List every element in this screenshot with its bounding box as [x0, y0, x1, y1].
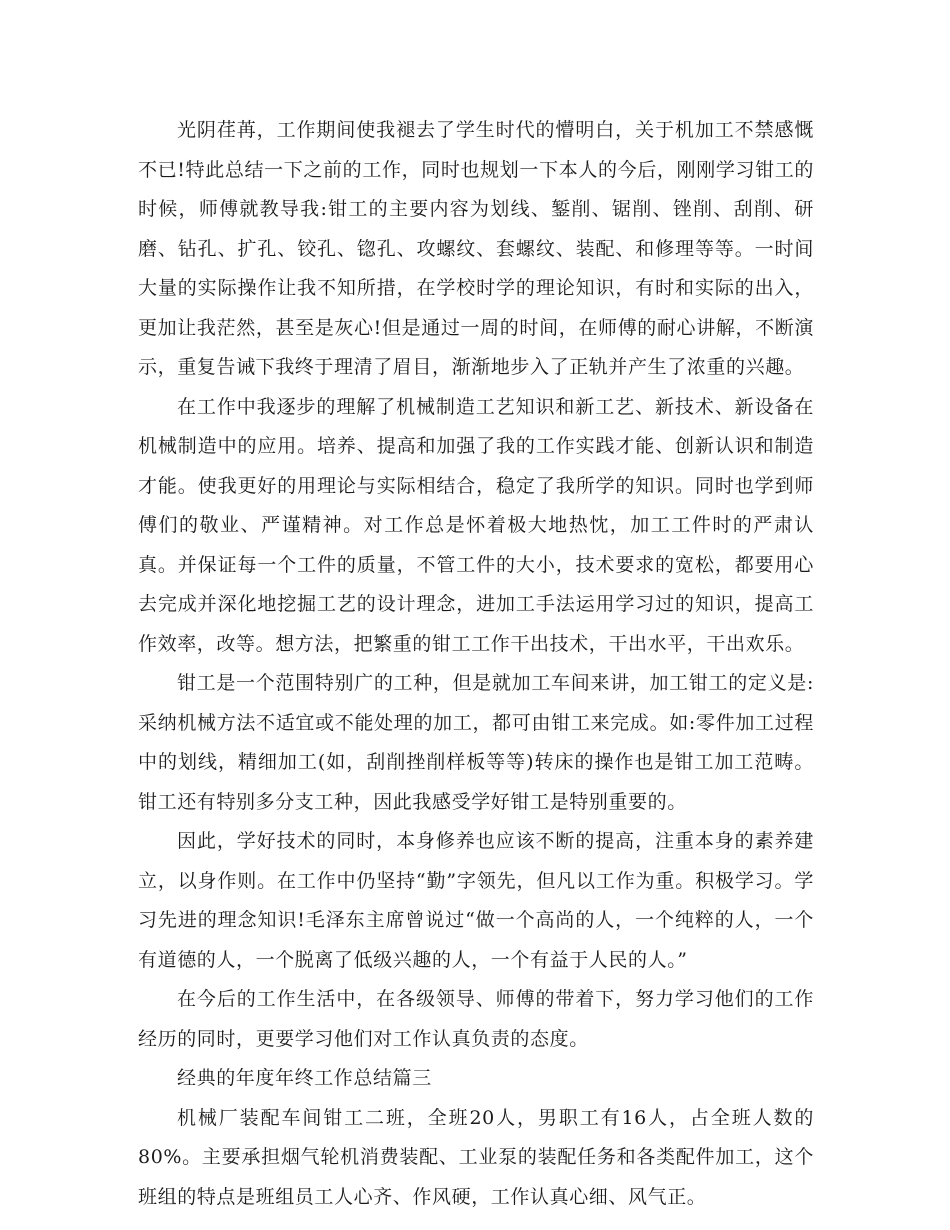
paragraph-fitter-definition: 钳工是一个范围特别广的工种，但是就加工车间来讲，加工钳工的定义是:采纳机械方法不适宜或不能处理的加工，都可由钳工来完成。如:零件加工过程中的划线，精细加工(如，刮削挫削样板等等)转床的操作也是钳工加工范畴。钳工还有特别多分支工种，因此我感受学好钳工是特别重要的。 [138, 672, 814, 813]
document-body [138, 111, 814, 1217]
paragraph-work-understanding: 在工作中我逐步的理解了机械制造工艺知识和新工艺、新技术、新设备在机械制造中的应用。培养、提高和加强了我的工作实践才能、创新认识和制造才能。使我更好的用理论与实际相结合，稳定了我所学的知识。同时也学到师傅们的敬业、严谨精神。对工作总是怀着极大地热忱，加工工件时的严肃认真。并保证每一个工件的质量，不管工件的大小，技术要求的宽松，都要用心去完成并深化地挖掘工艺的设计理念，进加工手法运用学习过的知识，提高工作效率，改等。想方法，把繁重的钳工工作干出技术，干出水平，干出欢乐。 [138, 395, 814, 655]
paragraph-team-intro: 机械厂装配车间钳工二班，全班20人，男职工有16人，占全班人数的80%。主要承担烟气轮机消费装配、工业泵的装配任务和各类配件加工，这个班组的特点是班组员工人心齐、作风硬，工作认真心细、风气正。 [138, 1106, 814, 1208]
paragraph-self-cultivation: 因此，学好技术的同时，本身修养也应该不断的提高，注重本身的素养建立，以身作则。在工作中仍坚持“勤”字领先，但凡以工作为重。积极学习。学习先进的理念知识!毛泽东主席曾说过“做一个高尚的人，一个纯粹的人，一个有道德的人，一个脱离了低级兴趣的人，一个有益于人民的人。” [138, 830, 814, 971]
paragraph-future: 在今后的工作生活中，在各级领导、师傅的带着下，努力学习他们的工作经历的同时，更要学习他们对工作认真负责的态度。 [138, 988, 814, 1050]
section-heading: 经典的年度年终工作总结篇三 [177, 1067, 432, 1089]
paragraph-reflection: 光阴荏苒，工作期间使我褪去了学生时代的懵明白，关于机加工不禁感慨不已!特此总结一下之前的工作，同时也规划一下本人的今后，刚刚学习钳工的时候，师傅就教导我:钳工的主要内容为划线、錾削、锯削、锉削、刮削、研磨、钻孔、扩孔、铰孔、锪孔、攻螺纹、套螺纹、装配、和修理等等。一时间大量的实际操作让我不知所措，在学校时学的理论知识，有时和实际的出入，更加让我茫然，甚至是灰心!但是通过一周的时间，在师傅的耐心讲解，不断演示，重复告诫下我终于理清了眉目，渐渐地步入了正轨并产生了浓重的兴趣。 [138, 119, 814, 378]
